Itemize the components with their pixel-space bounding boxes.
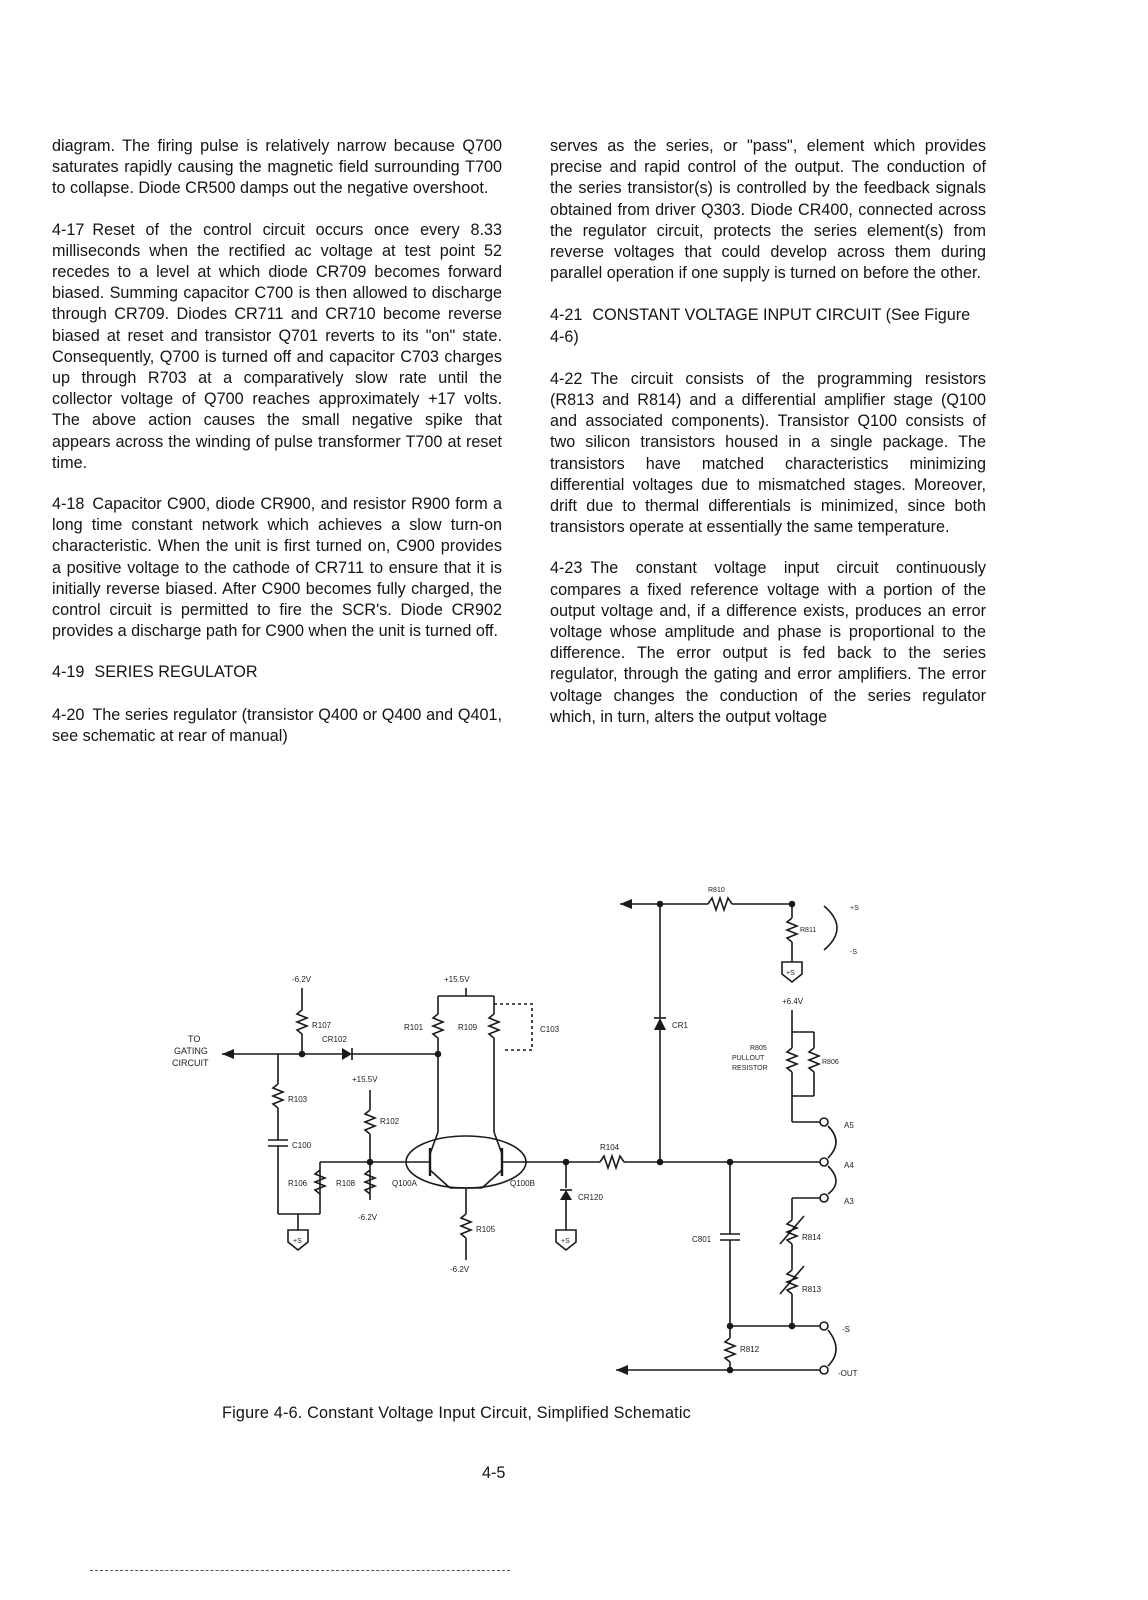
jumper-a4-a3 bbox=[828, 1166, 836, 1194]
heading-4-21 bbox=[550, 305, 986, 347]
heading-text: SERIES REGULATOR bbox=[94, 663, 258, 682]
paragraph-text: The constant voltage input circuit continuously compares a fixed reference voltage with a portion of the output voltage and, if a difference exists, produces an error voltage whose amplitude and phase is proportional to the difference. The error output is fed back to the series regulator, through the gating and error amplifiers. The error voltage changes the conduction of the series regulator which, in turn, alters the output voltage bbox=[550, 559, 986, 726]
jumper-a5-a4 bbox=[828, 1126, 836, 1158]
label-r104: R104 bbox=[600, 1143, 620, 1152]
label-minus-s-top: -S bbox=[850, 949, 857, 956]
label-r810: R810 bbox=[708, 887, 725, 894]
label-to-gating-3: CIRCUIT bbox=[172, 1058, 209, 1068]
diode-cr1 bbox=[654, 1018, 666, 1030]
paragraph-number: 4-20 bbox=[52, 705, 85, 724]
label-r812: R812 bbox=[740, 1345, 760, 1354]
paragraph-continued-left: diagram. The firing pulse is relatively narrow because Q700 saturates rapidly causing the magnetic field surrounding T700 to collapse. Diode CR500 damps out the negative overshoot. bbox=[52, 137, 502, 198]
resistor-r103 bbox=[273, 1084, 283, 1108]
resistor-r813 bbox=[787, 1270, 797, 1294]
paragraph-number: 4-17 bbox=[52, 220, 85, 239]
capacitor-c103 bbox=[494, 1004, 532, 1050]
resistor-r805 bbox=[787, 1048, 797, 1072]
schematic-figure bbox=[160, 870, 900, 1390]
label-c103: C103 bbox=[540, 1025, 560, 1034]
label-a3: A3 bbox=[844, 1197, 854, 1206]
label-plus-s-top: +S bbox=[850, 905, 859, 912]
label-minus-s: -S bbox=[842, 1325, 850, 1334]
label-c801: C801 bbox=[692, 1235, 712, 1244]
diode-cr120 bbox=[560, 1190, 572, 1200]
paragraph-text: Capacitor C900, diode CR900, and resistor R900 form a long time constant network which achieves a slow turn-on characteristic. When the unit is first turned on, C900 provides a positive voltage to the cathode of CR711 to ensure that it is initially reverse biased. After C900 becomes fully charged, the control circuit is permitted to fire the SCR's. Diode CR902 provides a discharge path for C900 when the unit is turned off. bbox=[52, 495, 502, 641]
terminal-minus-out bbox=[820, 1366, 828, 1374]
figure-caption: Figure 4-6. Constant Voltage Input Circuit, Simplified Schematic bbox=[222, 1404, 691, 1422]
junction-dot bbox=[790, 1324, 795, 1329]
label-a5: A5 bbox=[844, 1121, 854, 1130]
label-r103: R103 bbox=[288, 1095, 308, 1104]
right-column bbox=[550, 136, 986, 748]
label-v-right: +6.4V bbox=[782, 997, 804, 1006]
paragraph-4-22 bbox=[550, 369, 986, 539]
label-a4: A4 bbox=[844, 1161, 854, 1170]
resistor-r811 bbox=[787, 918, 797, 942]
paragraph-text: Reset of the control circuit occurs once every 8.33 milliseconds when the rectified ac voltage at test point 52 recedes to a level at which diode CR709 becomes forward biased. Summing capacitor C700 is then allowed to discharge through CR709. Diodes CR711 and CR710 become reverse biased at reset and transistor Q701 reverts to its "on" state. Consequently, Q700 is turned off and capacitor C703 charges up through R703 at a comparatively slow rate until the collector voltage of Q700 reaches approximately +17 volts. The above action causes the small negative spike that appears across the winding of pulse transformer T700 at reset time. bbox=[52, 220, 502, 472]
label-sense-s-right: +S bbox=[786, 970, 795, 977]
label-cr120: CR120 bbox=[578, 1193, 603, 1202]
resistor-r812 bbox=[725, 1338, 735, 1362]
label-r108: R108 bbox=[336, 1179, 356, 1188]
label-r813: R813 bbox=[802, 1285, 822, 1294]
resistor-r806 bbox=[809, 1048, 819, 1072]
resistor-r105 bbox=[461, 1214, 471, 1238]
paragraph-number: 4-23 bbox=[550, 559, 583, 578]
left-column bbox=[52, 136, 502, 767]
paragraph-number: 4-18 bbox=[52, 495, 85, 514]
label-r106: R106 bbox=[288, 1179, 308, 1188]
resistor-r101 bbox=[433, 1014, 443, 1038]
page-number: 4-5 bbox=[482, 1464, 506, 1482]
resistor-r107 bbox=[297, 1010, 307, 1034]
terminal-a4 bbox=[820, 1158, 828, 1166]
label-v-neg62-r108: -6.2V bbox=[358, 1213, 378, 1222]
resistor-r104 bbox=[600, 1156, 624, 1168]
label-r109: R109 bbox=[458, 1023, 478, 1032]
label-r102: R102 bbox=[380, 1117, 400, 1126]
label-v-neg62-top: -6.2V bbox=[292, 975, 312, 984]
label-q100a: Q100A bbox=[392, 1179, 417, 1188]
heading-number: 4-19 bbox=[52, 663, 85, 682]
label-pullout-1: PULLOUT bbox=[732, 1055, 765, 1062]
paragraph-number: 4-22 bbox=[550, 369, 583, 388]
jumper-arc-top bbox=[824, 906, 837, 950]
label-r107: R107 bbox=[312, 1021, 332, 1030]
label-v-155-top: +15.5V bbox=[444, 975, 470, 984]
terminal-minus-s bbox=[820, 1322, 828, 1330]
paragraph-4-18 bbox=[52, 494, 502, 642]
label-cr1: CR1 bbox=[672, 1021, 689, 1030]
heading-number: 4-21 bbox=[550, 306, 583, 325]
paragraph-4-17 bbox=[52, 220, 502, 474]
resistor-r814 bbox=[787, 1220, 797, 1244]
label-pullout-2: RESISTOR bbox=[732, 1065, 768, 1072]
diode-cr102 bbox=[342, 1048, 352, 1060]
paragraph-4-20 bbox=[52, 705, 502, 747]
label-r811: R811 bbox=[800, 927, 817, 934]
label-r105: R105 bbox=[476, 1225, 496, 1234]
label-to-gating-2: GATING bbox=[174, 1046, 208, 1056]
resistor-r109 bbox=[489, 1014, 499, 1038]
paragraph-4-23 bbox=[550, 558, 986, 728]
label-c100: C100 bbox=[292, 1141, 312, 1150]
heading-4-19 bbox=[52, 662, 502, 683]
paragraph-text: The series regulator (transistor Q400 or Q400 and Q401, see schematic at rear of manual) bbox=[52, 705, 502, 745]
label-sense-s-mid: +S bbox=[561, 1238, 570, 1245]
label-minus-out: -OUT bbox=[838, 1369, 858, 1378]
resistor-r810 bbox=[708, 898, 732, 910]
label-r805: R805 bbox=[750, 1045, 767, 1052]
heading-text: CONSTANT VOLTAGE INPUT CIRCUIT (See Figure 4-6) bbox=[550, 306, 971, 346]
paragraph-continued-right: serves as the series, or "pass", element which provides precise and rapid control of the output. The conduction of the series transistor(s) is controlled by the feedback signals obtained from driver Q303. Diode CR400, connected across the regulator circuit, protects the series element(s) from reverse voltages that could develop across them during parallel operation if one supply is turned on before the other. bbox=[550, 137, 986, 283]
label-sense-s-left: +S bbox=[293, 1238, 302, 1245]
label-q100b: Q100B bbox=[510, 1179, 535, 1188]
to-gating-arrow bbox=[222, 1049, 302, 1059]
label-r101: R101 bbox=[404, 1023, 424, 1032]
terminal-a3 bbox=[820, 1194, 828, 1202]
label-v-neg62-r105: -6.2V bbox=[450, 1265, 470, 1274]
label-to-gating-1: TO bbox=[188, 1034, 201, 1044]
jumper-s-out bbox=[828, 1330, 836, 1366]
label-r806: R806 bbox=[822, 1059, 839, 1066]
label-r814: R814 bbox=[802, 1233, 822, 1242]
paragraph-text: The circuit consists of the programming resistors (R813 and R814) and a differential amplifier stage (Q100 and associated components). Transistor Q100 consists of two silicon transistors housed in a single package. The transistors have matched characteristics minimizing differential voltages due to mismatched stages. Moreover, drift due to thermal differentials is minimized, since both transistors operate at essentially the same temperature. bbox=[550, 369, 986, 537]
label-v-155-mid: +15.5V bbox=[352, 1075, 378, 1084]
resistor-r102 bbox=[365, 1110, 375, 1134]
terminal-a5 bbox=[820, 1118, 828, 1126]
output-arrow bbox=[616, 1365, 628, 1375]
bottom-rule bbox=[90, 1570, 510, 1572]
label-cr102: CR102 bbox=[322, 1035, 347, 1044]
